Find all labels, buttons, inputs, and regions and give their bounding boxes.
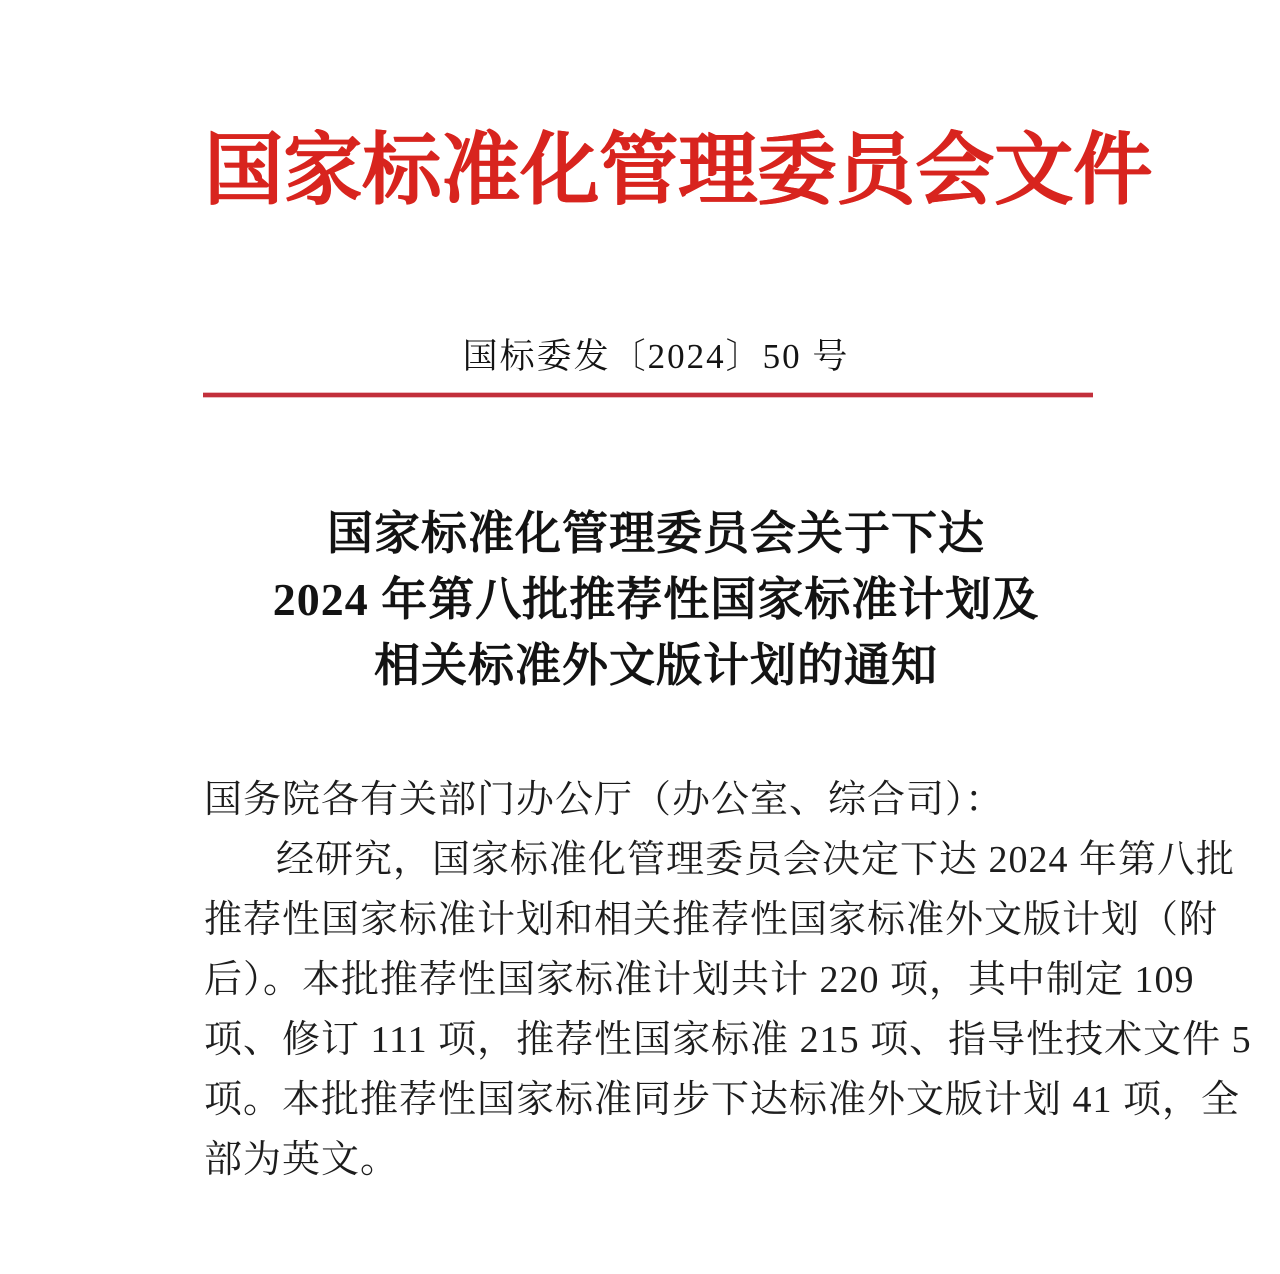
body-line: 项。本批推荐性国家标准同步下达标准外文版计划 41 项，全 — [204, 1079, 1241, 1121]
notice-title-line-3: 相关标准外文版计划的通知 — [374, 640, 938, 691]
document-number: 国标委发〔2024〕50 号 — [462, 337, 850, 376]
notice-title — [204, 501, 1108, 699]
letterhead-title: 国家标准化管理委员会文件 — [204, 128, 1152, 215]
body-line: 经研究，国家标准化管理委员会决定下达 2024 年第八批 — [276, 839, 1236, 881]
body-line: 项、修订 111 项，推荐性国家标准 215 项、指导性技术文件 5 — [204, 1019, 1252, 1061]
document-content — [204, 0, 1252, 1274]
notice-title-line-2: 2024 年第八批推荐性国家标准计划及 — [272, 574, 1040, 625]
red-divider-line — [203, 393, 1093, 397]
body-line: 部为英文。 — [204, 1139, 400, 1181]
notice-title-line-1: 国家标准化管理委员会关于下达 — [327, 508, 985, 559]
body-line: 后）。本批推荐性国家标准计划共计 220 项，其中制定 109 — [204, 959, 1195, 1001]
body-text — [204, 770, 1252, 1190]
body-line: 推荐性国家标准计划和相关推荐性国家标准外文版计划（附 — [204, 899, 1219, 941]
salutation-line: 国务院各有关部门办公厅（办公室、综合司）： — [204, 779, 1005, 821]
